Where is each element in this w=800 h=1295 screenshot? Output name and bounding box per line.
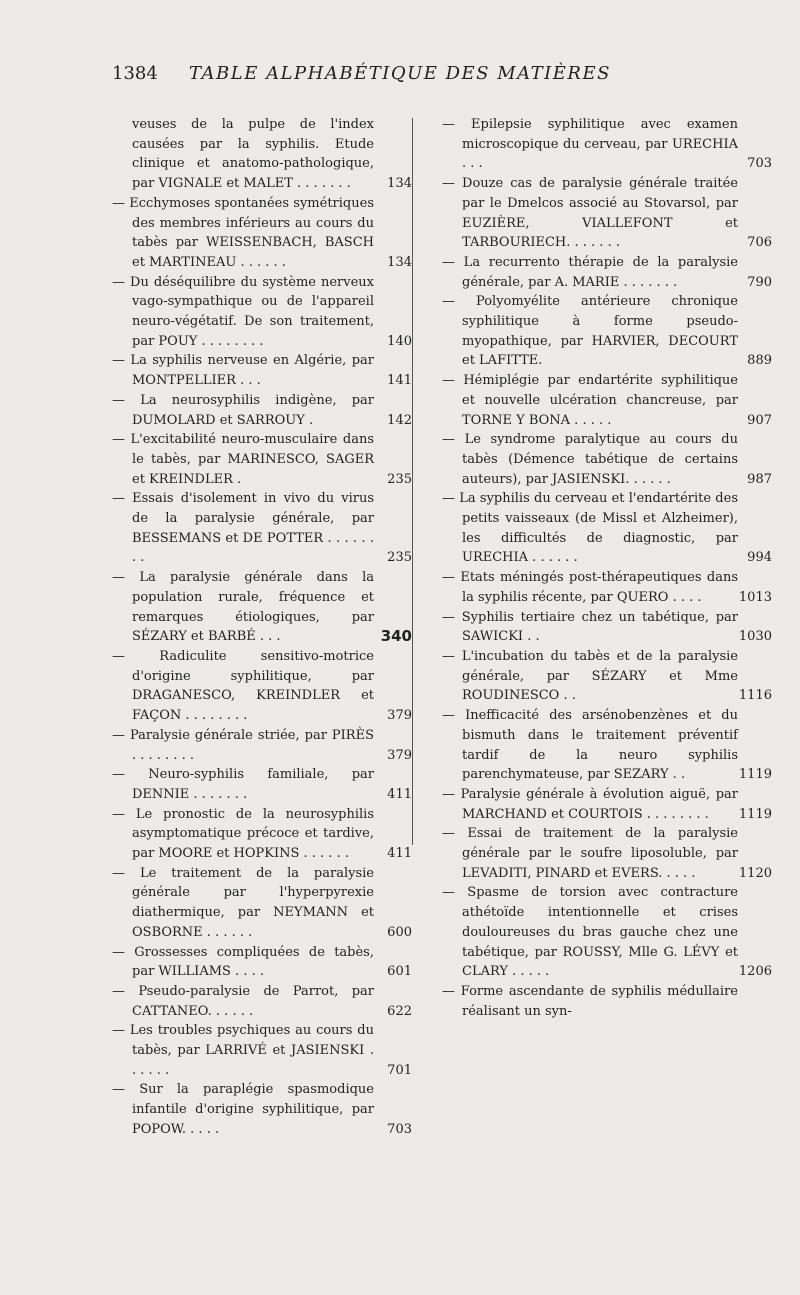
left-column (112, 115, 412, 1140)
entry-text: — Du déséquilibre du système nerveux vago-sympathique ou de l'appareil neuro-végétatif. De son traitement, par POUY . . . . . . . . (112, 274, 374, 349)
entry-page-number: 703 (387, 1121, 412, 1137)
entry-text: veuses de la pulpe de l'index causées par la syphilis. Etude clinique et anatomo-pathologique, par VIGNALE et MALET . . . . . . . (132, 117, 374, 192)
index-entry (442, 982, 738, 1021)
index-entry (442, 706, 772, 785)
index-entry (442, 883, 772, 982)
index-entry (112, 982, 412, 1021)
page-number: 1384 (112, 63, 158, 84)
index-entry (112, 864, 412, 943)
entry-page-number: 1116 (738, 688, 772, 704)
entry-page-number: 790 (747, 274, 772, 290)
entry-text: — Spasme de torsion avec contracture athétoïde intentionnelle et crises douloureuses du bras gauche chez une tabétique, par ROUSSY, Mlle G. LÉVY et CLARY . . . . . (442, 885, 738, 980)
entry-text: — La syphilis du cerveau et l'endartérite des petits vaisseaux (de Missl et Alzheimer), les difficultés de diagnostic, par URECHIA . . . . . . (442, 491, 738, 566)
entry-text: — Syphilis tertiaire chez un tabétique, par SAWICKI . . (442, 609, 738, 645)
index-entry (112, 568, 412, 647)
entry-page-number: 1119 (738, 767, 772, 783)
index-entry (442, 489, 772, 568)
entry-text: — Essais d'isolement in vivo du virus de la paralysie générale, par BESSEMANS et DE POTTER . . . . . . . . (112, 491, 374, 566)
index-entry (112, 115, 412, 194)
index-entry (442, 253, 772, 292)
entry-text: — Etats méningés post-thérapeutiques dans la syphilis récente, par QUERO . . . . (442, 570, 738, 605)
entry-text: — Ecchymoses spontanées symétriques des membres inférieurs au cours du tabès par WEISSENBACH, BASCH et MARTINEAU . . . . . . (112, 195, 374, 270)
entry-text: — Neuro-syphilis familiale, par DENNIE . . . . . . . (112, 767, 374, 802)
entry-page-number: 235 (387, 471, 412, 487)
entry-text: — Hémiplégie par endartérite syphilitique et nouvelle ulcération chancreuse, par TORNE Y BONA . . . . . (442, 373, 738, 428)
index-entry (112, 273, 412, 352)
index-entry (112, 726, 412, 765)
entry-page-number: 987 (747, 471, 772, 487)
index-entry (112, 1080, 412, 1139)
index-entry (442, 568, 772, 607)
entry-text: — Polyomyélite antérieure chronique syphilitique à forme pseudo-myopathique, par HARVIER, DECOURT et LAFITTE. (442, 294, 738, 369)
entry-page-number: 703 (747, 156, 772, 172)
entry-text: — Les troubles psychiques au cours du tabès, par LARRIVÉ et JASIENSKI . . . . . . (112, 1023, 374, 1078)
entry-text: — Sur la paraplégie spasmodique infantile d'origine syphilitique, par POPOW. . . . . (112, 1082, 374, 1137)
entry-text: — Paralysie générale striée, par PIRÈS . . . . . . . . (112, 727, 374, 763)
entry-text: — La syphilis nerveuse en Algérie, par MONTPELLIER . . . (112, 353, 374, 389)
entry-page-number: 141 (387, 373, 412, 389)
entry-text: — Radiculite sensitivo-motrice d'origine syphilitique, par DRAGANESCO, KREINDLER et FAÇON . . . . . . . . (112, 648, 374, 724)
index-entry (442, 292, 772, 371)
entry-text: — Essai de traitement de la paralysie générale par le soufre liposoluble, par LEVADITI, PINARD et EVERS. . . . . (442, 826, 738, 881)
index-entry (112, 391, 412, 430)
index-entry (442, 647, 772, 706)
entry-text: — Epilepsie syphilitique avec examen microscopique du cerveau, par URECHIA . . . (442, 117, 738, 172)
entry-text: — Inefficacité des arsénobenzènes et du bismuth dans le traitement préventif tardif de la neuro syphilis parenchymateuse, par SEZARY . . (442, 708, 738, 783)
entry-text: — La paralysie générale dans la population rurale, fréquence et remarques étiologiques, par SÉZARY et BARBÉ . . . (112, 570, 374, 645)
entry-page-number: 1030 (738, 629, 772, 645)
index-entry (112, 943, 412, 982)
entry-page-number: 907 (747, 412, 772, 428)
entry-page-number: 1119 (738, 806, 772, 822)
entry-page-number: 140 (387, 333, 412, 349)
entry-page-number: 142 (387, 412, 412, 428)
entry-page-number: 600 (387, 924, 412, 940)
entry-page-number: 1013 (738, 589, 772, 605)
entry-text: — Pseudo-paralysie de Parrot, par CATTANEO. . . . . . (112, 983, 374, 1019)
entry-page-number: 411 (387, 846, 412, 862)
column-divider (412, 118, 413, 845)
entry-page-number: 379 (387, 708, 412, 724)
entry-page-number: 706 (747, 235, 772, 251)
page-header (0, 63, 800, 89)
index-entry (112, 805, 412, 864)
entry-text: — L'excitabilité neuro-musculaire dans le tabès, par MARINESCO, SAGER et KREINDLER . (112, 432, 374, 487)
index-entry (442, 371, 772, 430)
entry-text: — Le pronostic de la neurosyphilis asymptomatique précoce et tardive, par MOORE et HOPKINS . . . . . . (112, 806, 374, 862)
entry-text: — L'incubation du tabès et de la paralysie générale, par SÉZARY et Mme ROUDINESCO . . (442, 648, 738, 704)
index-entry (112, 430, 412, 489)
index-entry (442, 115, 772, 174)
entry-page-number: 134 (387, 254, 412, 270)
index-entry (112, 647, 412, 726)
entry-text: — Paralysie générale à évolution aiguë, par MARCHAND et COURTOIS . . . . . . . . (442, 786, 738, 822)
entry-page-number: 1120 (738, 865, 772, 881)
index-entry (442, 785, 772, 824)
entry-page-number: 701 (387, 1062, 412, 1078)
entry-page-number: 994 (747, 550, 772, 566)
index-entry (112, 765, 412, 804)
running-title: TABLE ALPHABÉTIQUE DES MATIÈRES (189, 63, 611, 84)
entry-text: — Forme ascendante de syphilis médullaire réalisant un syn- (442, 983, 738, 1019)
entry-text: — La recurrento thérapie de la paralysie générale, par A. MARIE . . . . . . . (442, 254, 738, 290)
entry-text: — Le syndrome paralytique au cours du tabès (Démence tabétique de certains auteurs), par JASIENSKI. . . . . . (442, 432, 738, 487)
entry-page-number: 889 (747, 353, 772, 369)
entry-page-number: 622 (387, 1003, 412, 1019)
entry-text: — Douze cas de paralysie générale traitée par le Dmelcos associé au Stovarsol, par EUZIÈRE, VIALLEFONT et TARBOURIECH. . . . . . . (442, 176, 738, 251)
entry-text: — Grossesses compliquées de tabès, par WILLIAMS . . . . (112, 944, 374, 980)
index-entry (112, 489, 412, 568)
entry-text: — La neurosyphilis indigène, par DUMOLARD et SARROUY . (112, 392, 374, 428)
index-entry (442, 608, 772, 647)
index-entry (112, 351, 412, 390)
entry-page-number: 235 (387, 550, 412, 566)
index-entry (442, 824, 772, 883)
entry-page-number: 1206 (738, 964, 772, 980)
index-entry (442, 174, 772, 253)
entry-page-number: 601 (387, 964, 412, 980)
entry-page-number: 379 (387, 747, 412, 763)
index-entry (442, 430, 772, 489)
index-entry (112, 1021, 412, 1080)
entry-text: — Le traitement de la paralysie générale par l'hyperpyrexie diathermique, par NEYMANN et OSBORNE . . . . . . (112, 865, 374, 940)
index-entry (112, 194, 412, 273)
entry-page-number: 340 (380, 627, 412, 646)
entry-page-number: 411 (387, 786, 412, 802)
entry-page-number: 134 (387, 176, 412, 192)
right-column (442, 115, 772, 1021)
